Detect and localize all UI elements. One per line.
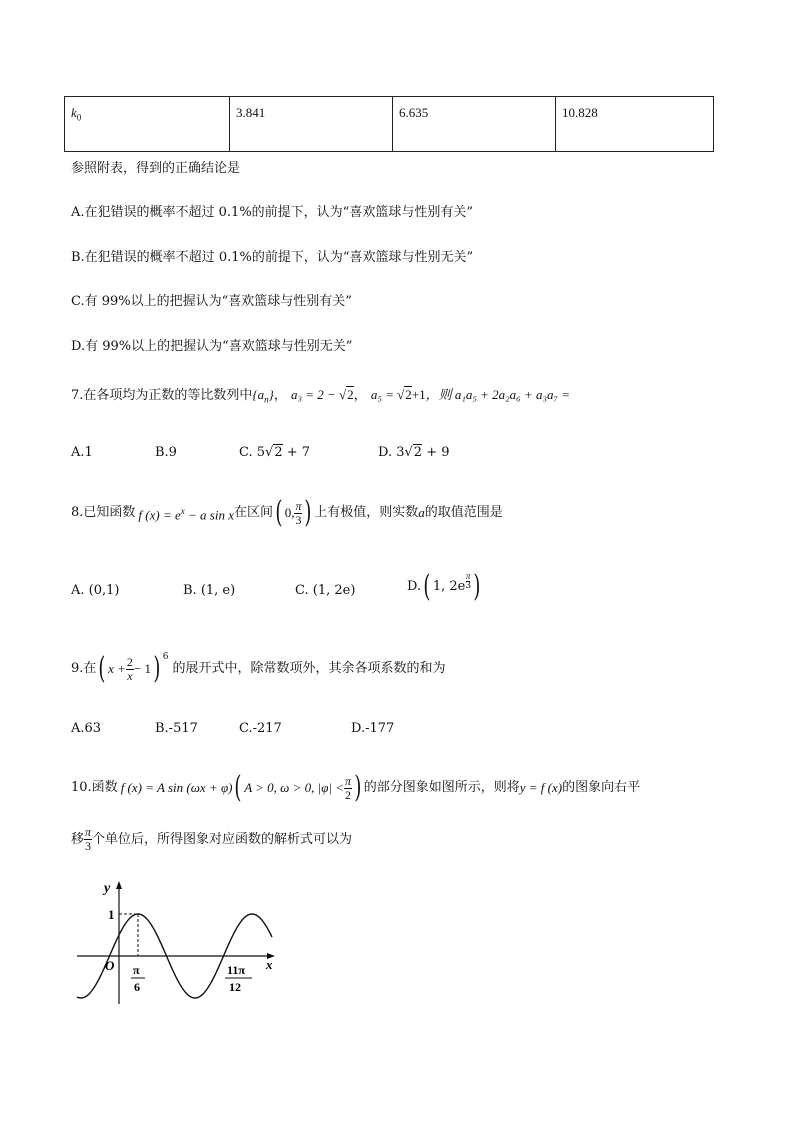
q8-pi-over-3: $\frac{\pi}{3}$ — [295, 498, 302, 527]
q8-prefix: 8.已知函数 — [71, 505, 136, 520]
tick-11pi-12-num: 11π — [227, 963, 245, 977]
tick-pi-6-num: π — [133, 963, 140, 977]
tick-pi-6-den: 6 — [134, 980, 140, 994]
q7-cond1: a₃ = 2 − √2 — [290, 387, 354, 402]
q9-two-over-x: $\frac{2}{x}$ — [126, 654, 133, 683]
tick-11pi-12-den: 12 — [229, 980, 241, 994]
q7-seq: $\{a_n\}$ — [252, 387, 274, 405]
q7-option-b: B.9 — [155, 445, 177, 460]
q9-stem: 9.在 ( x + $\frac{2}{x}$ − 1 ) $^6$ 的展开式中，除常数项外，其余各项系数的和为 — [71, 651, 446, 686]
q6-option-b: B.在犯错误的概率不超过 0.1%的前提下，认为“喜欢篮球与性别无关” — [71, 250, 474, 265]
critical-value-table — [64, 96, 714, 152]
k0-subscript: 0 — [76, 112, 82, 123]
q8-option-b: B. (1, e) — [183, 583, 236, 598]
y-tick-one: 1 — [108, 907, 115, 922]
q7-cond2: a₅ = √2+1 — [370, 387, 426, 402]
table-row — [65, 97, 714, 152]
sine-graph — [72, 876, 282, 1006]
q8-end: 的取值范围是 — [424, 505, 503, 520]
table-cell: 10.828 — [556, 97, 714, 152]
y-axis-label: y — [104, 881, 111, 896]
origin-label: O — [105, 958, 115, 973]
q10-stem-line2: 移 $\frac{\pi}{3}$ 个单位后，所得图象对应函数的解析式可以为 — [71, 825, 353, 853]
q7-stem: 7.在各项均为正数的等比数列中$\{a_n\}$， a₃ = 2 − √2， a₅ = √2+1，则 a₁a₅ + 2a₂a₆ + a₃a₇ = — [71, 387, 571, 405]
q6-stem: 参照附表，得到的正确结论是 — [71, 161, 241, 176]
q6-option-a: A.在犯错误的概率不超过 0.1%的前提下，认为“喜欢篮球与性别有关” — [71, 205, 473, 220]
q10-pi-over-3: $\frac{\pi}{3}$ — [85, 825, 92, 853]
q7-ask: ，则 a₁a₅ + 2a₂a₆ + a₃a₇ = — [425, 387, 571, 402]
q7-prefix: 7.在各项均为正数的等比数列中 — [71, 388, 253, 403]
x-axis-label: x — [266, 957, 273, 972]
q9-option-a: A.63 — [71, 721, 102, 736]
q10-pi-over-2: $\frac{\pi}{2}$ — [344, 773, 351, 802]
q8-func: f $(x) = e^x - a$ sin x — [138, 505, 234, 523]
q10-stem-line1: 10.函数 f (x) = A sin (ωx + φ) ( A > 0, ω > 0, |φ| < $\frac{\pi}{2}$ ) 的部分图象如图所示，则将 y = f (x) 的图象向右平 — [71, 770, 641, 805]
q7-option-a: A.1 — [71, 445, 93, 460]
q8-option-a: A. (0,1) — [71, 583, 120, 598]
q8-suffix: 上有极值，则实数 — [314, 505, 419, 520]
q7-option-c: C. 5√2 + 7 — [239, 445, 311, 460]
k0-label: k — [71, 105, 77, 120]
table-header-cell — [65, 97, 230, 152]
q8-stem: 8.已知函数 f $(x) = e^x - a$ sin x 在区间 ( 0, $\frac{\pi}{3}$ ) 上有极值，则实数 a 的取值范围是 — [71, 495, 503, 530]
q6-option-d: D.有 99%以上的把握认为“喜欢篮球与性别无关” — [71, 339, 353, 354]
q7-option-d: D. 3√2 + 9 — [378, 445, 450, 460]
q6-option-c: C.有 99%以上的把握认为“喜欢篮球与性别有关” — [71, 294, 352, 309]
q9-option-b: B.-517 — [155, 721, 198, 736]
q9-option-d: D.-177 — [351, 721, 395, 736]
q9-option-c: C.-217 — [239, 721, 282, 736]
table-cell: 6.635 — [393, 97, 556, 152]
q8-option-c: C. (1, 2e) — [295, 583, 356, 598]
table-cell: 3.841 — [230, 97, 393, 152]
q8-option-d: D. ( 1, 2e $^{\pi 3}$ ) — [407, 569, 481, 604]
q8-mid: 在区间 — [233, 505, 273, 520]
